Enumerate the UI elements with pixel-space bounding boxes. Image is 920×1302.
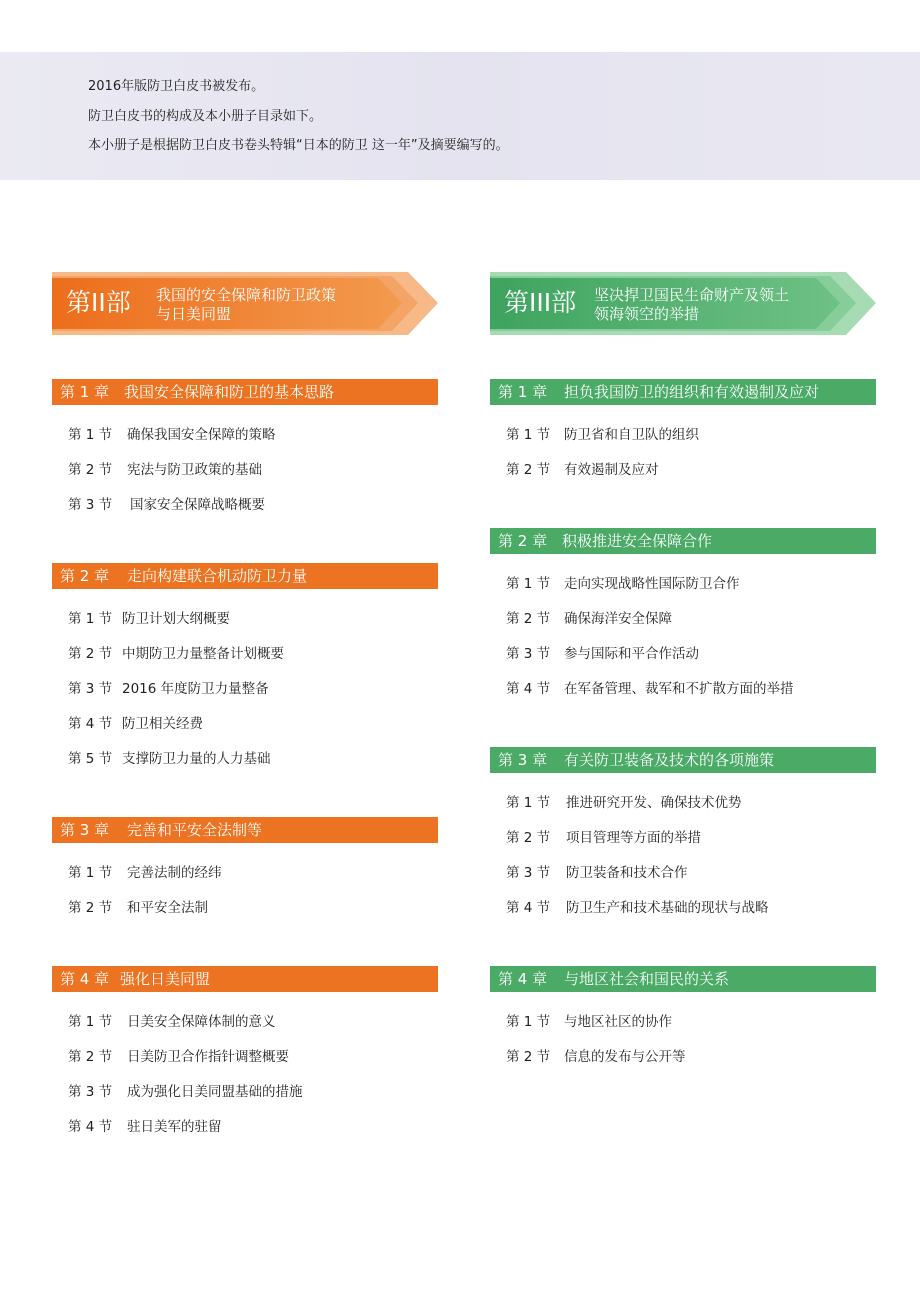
part-3-chapter-2-bar <box>490 528 876 554</box>
intro-line-2: 防卫白皮书的构成及本小册子目录如下。 <box>88 109 323 124</box>
part-3-chapter-4-bar <box>490 966 876 992</box>
section-number: 第 1 节 <box>68 865 113 881</box>
part-2-chapter-1-bar <box>52 379 438 405</box>
section-number: 第 2 节 <box>68 646 113 662</box>
part-2-banner <box>52 272 438 335</box>
section-title: 防卫生产和技术基础的现状与战略 <box>566 900 769 916</box>
part-2-title <box>156 286 386 324</box>
section-number: 第 4 节 <box>506 681 551 697</box>
chapter-title: 与地区社会和国民的关系 <box>564 970 730 988</box>
part-2-chapter-2-bar <box>52 563 438 589</box>
section-title: 成为强化日美同盟基础的措施 <box>127 1084 303 1100</box>
section-number: 第 1 节 <box>506 795 551 811</box>
section-title: 支撑防卫力量的人力基础 <box>122 751 271 767</box>
intro-line-3: 本小册子是根据防卫白皮书卷头特辑“日本的防卫 这一年”及摘要编写的。 <box>88 138 509 153</box>
section-number: 第 1 节 <box>68 1014 113 1030</box>
section-title: 走向实现战略性国际防卫合作 <box>564 576 740 592</box>
chapter-number: 第 3 章 <box>60 821 110 839</box>
section-title: 有效遏制及应对 <box>564 462 659 478</box>
part-3-banner <box>490 272 876 335</box>
chapter-number: 第 2 章 <box>60 567 110 585</box>
section-number: 第 2 节 <box>506 462 551 478</box>
part-3-title-line-2: 领海领空的举措 <box>594 305 700 323</box>
section-number: 第 2 节 <box>68 900 113 916</box>
section-title: 驻日美军的驻留 <box>127 1119 222 1135</box>
section-title: 与地区社区的协作 <box>564 1014 672 1030</box>
section-title: 防卫相关经费 <box>122 716 203 732</box>
section-number: 第 3 节 <box>506 646 551 662</box>
section-number: 第 3 节 <box>68 1084 113 1100</box>
section-title: 推进研究开发、确保技术优势 <box>566 795 742 811</box>
section-title: 防卫计划大纲概要 <box>122 611 230 627</box>
chapter-number: 第 2 章 <box>498 532 548 550</box>
part-2-title-line-1: 我国的安全保障和防卫政策 <box>156 286 337 304</box>
section-number: 第 1 节 <box>506 427 551 443</box>
section-title: 防卫装备和技术合作 <box>566 865 688 881</box>
intro-band <box>0 52 920 180</box>
part-3-title <box>594 286 824 324</box>
part-2-number: 第II部 <box>66 288 131 317</box>
section-number: 第 4 节 <box>68 716 113 732</box>
section-title: 中期防卫力量整备计划概要 <box>122 646 284 662</box>
section-title: 项目管理等方面的举措 <box>566 830 701 846</box>
section-number: 第 4 节 <box>68 1119 113 1135</box>
section-number: 第 3 节 <box>68 497 113 513</box>
section-title: 在军备管理、裁军和不扩散方面的举措 <box>564 681 794 697</box>
section-number: 第 3 节 <box>506 865 551 881</box>
section-number: 第 2 节 <box>506 830 551 846</box>
chapter-title: 有关防卫装备及技术的各项施策 <box>564 751 775 769</box>
chapter-title: 积极推进安全保障合作 <box>562 532 713 550</box>
chapter-number: 第 1 章 <box>60 383 110 401</box>
chapter-number: 第 1 章 <box>498 383 548 401</box>
section-title: 完善法制的经纬 <box>127 865 222 881</box>
section-number: 第 1 节 <box>68 427 113 443</box>
section-title: 国家安全保障战略概要 <box>130 497 265 513</box>
part-2-chapter-3-bar <box>52 817 438 843</box>
section-title: 和平安全法制 <box>127 900 208 916</box>
part-3-title-line-1: 坚决捍卫国民生命财产及领土 <box>594 286 790 304</box>
section-title: 确保海洋安全保障 <box>564 611 672 627</box>
section-title: 日美安全保障体制的意义 <box>127 1014 276 1030</box>
section-number: 第 1 节 <box>506 576 551 592</box>
chapter-title: 我国安全保障和防卫的基本思路 <box>124 383 335 401</box>
section-title: 信息的发布与公开等 <box>564 1049 686 1065</box>
section-number: 第 2 节 <box>506 611 551 627</box>
section-number: 第 2 节 <box>68 462 113 478</box>
section-number: 第 5 节 <box>68 751 113 767</box>
part-3-number: 第III部 <box>504 288 577 317</box>
section-title: 2016 年度防卫力量整备 <box>122 681 269 697</box>
section-title: 宪法与防卫政策的基础 <box>127 462 262 478</box>
section-title: 日美防卫合作指针调整概要 <box>127 1049 289 1065</box>
chapter-title: 担负我国防卫的组织和有效遏制及应对 <box>564 383 820 401</box>
section-number: 第 2 节 <box>506 1049 551 1065</box>
section-number: 第 2 节 <box>68 1049 113 1065</box>
intro-line-1: 2016年版防卫白皮书被发布。 <box>88 79 265 94</box>
section-number: 第 1 节 <box>68 611 113 627</box>
chapter-number: 第 3 章 <box>498 751 548 769</box>
chapter-number: 第 4 章 <box>60 970 110 988</box>
chapter-title: 走向构建联合机动防卫力量 <box>127 567 308 585</box>
part-3-chapter-3-bar <box>490 747 876 773</box>
chapter-number: 第 4 章 <box>498 970 548 988</box>
section-title: 确保我国安全保障的策略 <box>127 427 276 443</box>
section-number: 第 3 节 <box>68 681 113 697</box>
chapter-title: 强化日美同盟 <box>120 970 211 988</box>
chapter-title: 完善和平安全法制等 <box>127 821 263 839</box>
section-title: 参与国际和平合作活动 <box>564 646 699 662</box>
part-3-chapter-1-bar <box>490 379 876 405</box>
part-2-title-line-2: 与日美同盟 <box>156 305 232 323</box>
part-2-chapter-4-bar <box>52 966 438 992</box>
section-number: 第 1 节 <box>506 1014 551 1030</box>
section-title: 防卫省和自卫队的组织 <box>564 427 699 443</box>
section-number: 第 4 节 <box>506 900 551 916</box>
